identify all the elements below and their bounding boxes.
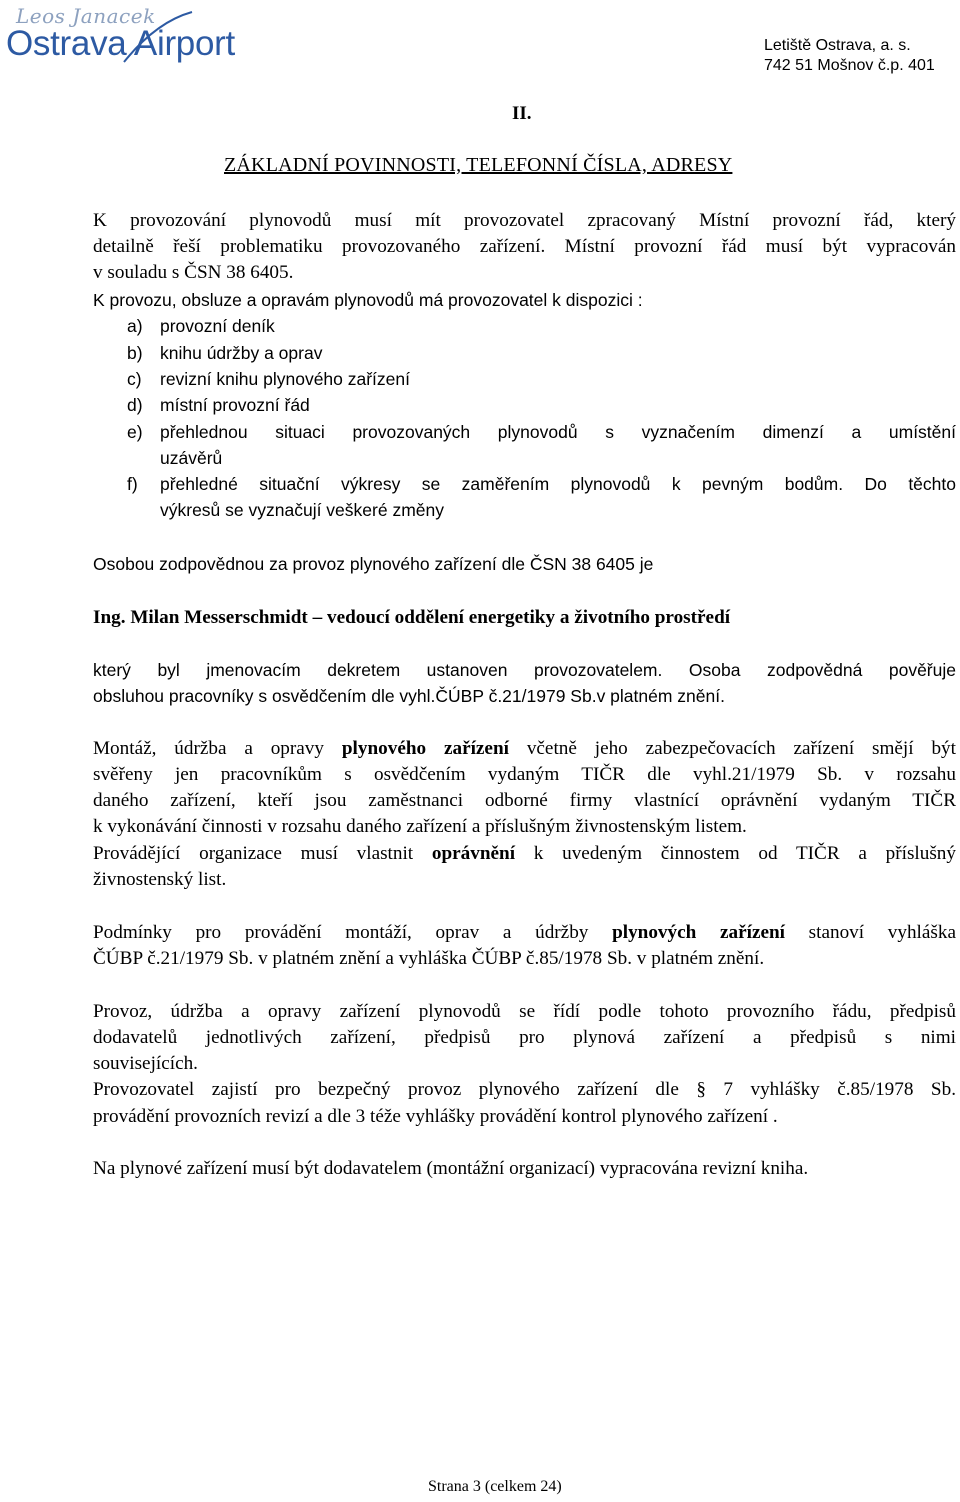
intro-line-3: v souladu s ČSN 38 6405. — [93, 262, 294, 283]
list-marker-c: c) — [127, 369, 142, 389]
podminky-bold: plynových zařízení — [612, 922, 785, 943]
montaz-text-d: Provádějící organizace musí vlastnit — [93, 843, 432, 864]
list-item-e-line-1: přehlednou situaci provozovaných plynovodů s vyznačením dimenzí a umístění — [160, 422, 956, 442]
company-address: 742 51 Mošnov č.p. 401 — [764, 57, 935, 74]
list-item-b: knihu údržby a oprav — [160, 343, 323, 363]
montaz-bold-a: plynového zařízení — [341, 738, 509, 759]
logo-swoosh-icon — [6, 4, 246, 68]
list-marker-f: f) — [127, 474, 138, 494]
podminky-line-2: ČÚBP č.21/1979 Sb. v platném znění a vyhláška ČÚBP č.85/1978 Sb. v platném znění. — [93, 948, 765, 969]
montaz-line-2: svěřeny jen pracovníkům s osvědčením vydaným TIČR dle vyhl.21/1979 Sb. v rozsahu — [93, 764, 956, 785]
montaz-bold-b: oprávnění — [431, 843, 516, 864]
list-marker-b: b) — [127, 343, 143, 363]
page-footer: Strana 3 (celkem 24) — [428, 1478, 562, 1495]
list-item-c: revizní knihu plynového zařízení — [160, 369, 410, 389]
appointed-line-1: který byl jmenovacím dekretem ustanoven provozovatelem. Osoba zodpovědná pověřuje — [93, 660, 956, 680]
podminky-line-1 — [93, 920, 956, 946]
montaz-text-c: včetně jeho zabezpečovacích zařízení smějí být — [508, 738, 956, 759]
section-number: II. — [512, 103, 532, 124]
provoz-line-5: provádění provozních revizí a dle 3 téže vyhlášky provádění kontrol plynového zařízení . — [93, 1106, 778, 1127]
list-item-f-line-1: přehledné situační výkresy se zaměřením plynovodů k pevným bodům. Do těchto — [160, 474, 956, 494]
podminky-text-c: stanoví vyhláška — [784, 922, 956, 943]
provoz-line-4: Provozovatel zajistí pro bezpečný provoz plynového zařízení dle § 7 vyhlášky č.85/1978 Sb. — [93, 1079, 956, 1100]
list-marker-e: e) — [127, 422, 143, 442]
montaz-line-1 — [93, 736, 956, 762]
montaz-line-4: k vykonávání činnosti v rozsahu daného zařízení a příslušným živnostenským listem. — [93, 816, 747, 837]
intro-line-1: K provozování plynovodů musí mít provozovatel zpracovaný Místní provozní řád, který — [93, 210, 956, 231]
podminky-text-a: Podmínky pro provádění montáží, oprav a údržby — [93, 922, 613, 943]
final-sentence: Na plynové zařízení musí být dodavatelem (montážní organizací) vypracována revizní kniha. — [93, 1158, 809, 1179]
airport-logo — [6, 4, 246, 68]
logo-script-text: Leos Janacek — [16, 4, 156, 28]
provoz-line-2: dodavatelů jednotlivých zařízení, předpisů pro plynová zařízení a předpisů s nimi — [93, 1027, 956, 1048]
montaz-text-e: k uvedeným činnostem od TIČR a příslušný — [515, 843, 956, 864]
montaz-line-5 — [93, 841, 956, 867]
company-name: Letiště Ostrava, a. s. — [764, 37, 911, 54]
list-marker-d: d) — [127, 395, 143, 415]
montaz-text-a: Montáž, údržba a opravy — [93, 738, 342, 759]
list-marker-a: a) — [127, 316, 143, 336]
list-intro: K provozu, obsluze a opravám plynovodů má provozovatel k dispozici : — [93, 290, 643, 310]
montaz-line-3: daného zařízení, kteří jsou zaměstnanci odborné firmy vlastnící oprávnění vydaným TIČR — [93, 790, 956, 811]
provoz-line-3: souvisejících. — [93, 1053, 198, 1074]
intro-line-2: detailně řeší problematiku provozovaného zařízení. Místní provozní řád musí být vypracován — [93, 236, 956, 257]
responsible-person: Ing. Milan Messerschmidt – vedoucí oddělení energetiky a životního prostředí — [93, 607, 731, 628]
list-item-a: provozní deník — [160, 316, 275, 336]
montaz-line-6: živnostenský list. — [93, 869, 227, 890]
provoz-line-1: Provoz, údržba a opravy zařízení plynovodů se řídí podle tohoto provozního řádu, předpisů — [93, 1001, 956, 1022]
section-title: ZÁKLADNÍ POVINNOSTI, TELEFONNÍ ČÍSLA, ADRESY — [224, 154, 733, 176]
responsible-intro: Osobou zodpovědnou za provoz plynového zařízení dle ČSN 38 6405 je — [93, 554, 654, 574]
logo-name-text: Ostrava Airport — [6, 24, 235, 63]
company-address-block — [764, 36, 935, 76]
list-item-d: místní provozní řád — [160, 395, 310, 415]
appointed-line-2: obsluhou pracovníky s osvědčením dle vyhl.ČÚBP č.21/1979 Sb.v platném znění. — [93, 686, 725, 706]
list-item-f-line-2: výkresů se vyznačují veškeré změny — [160, 500, 444, 520]
list-item-e-line-2: uzávěrů — [160, 448, 223, 468]
